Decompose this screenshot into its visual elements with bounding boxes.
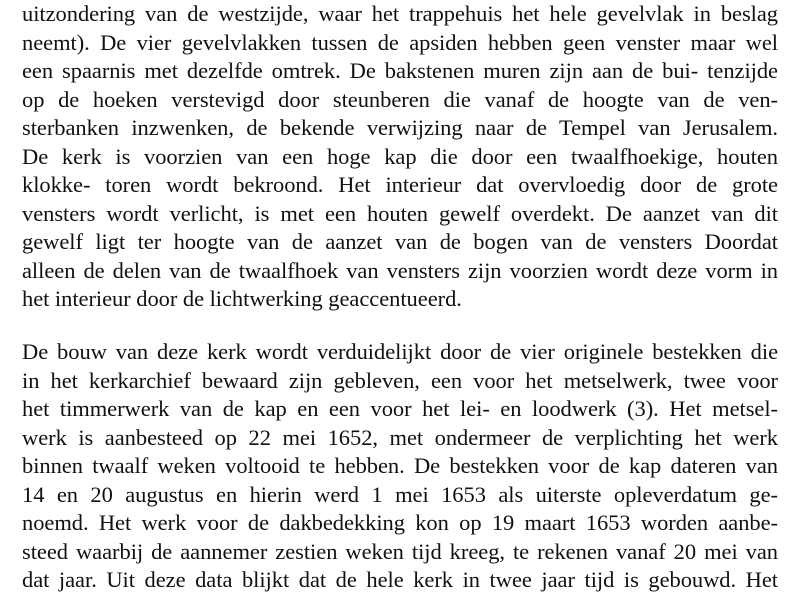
paragraph-1 [22,0,778,314]
text-line: het timmerwerk van de kap en een voor het lei- en loodwerk (3). Het metsel- [22,396,778,421]
text-line: binnen twaalf weken voltooid te hebben. De bestekken voor de kap dateren van [22,453,778,478]
text-line: vensters wordt verlicht, is met een houten gewelf overdekt. De aanzet van dit [22,200,778,226]
text-line: dat jaar. Uit deze data blijkt dat de hele kerk in twee jaar tijd is gebouwd. Het [22,567,778,592]
text-line: gewelf ligt ter hoogte van de aanzet van de bogen van de vensters Doordat [22,229,778,254]
text-line: werk is aanbesteed op 22 mei 1652, met ondermeer de verplichting het werk [22,424,778,450]
text-line: het interieur door de lichtwerking geaccentueerd. [22,286,462,311]
text-line: steed waarbij de aannemer zestien weken tijd kreeg, te rekenen vanaf 20 mei van [22,538,778,564]
text-line: De bouw van deze kerk wordt verduidelijkt door de vier originele bestekken die [22,339,778,364]
text-line: op de hoeken verstevigd door steunberen die vanaf de hoogte van de ven- [22,86,778,112]
text-line: De kerk is voorzien van een hoge kap die door een twaalfhoekige, houten [22,143,778,169]
text-line: sterbanken inzwenken, de bekende verwijzing naar de Tempel van Jerusalem. [22,115,778,140]
text-line: alleen de delen van de twaalfhoek van vensters zijn voorzien wordt deze vorm in [22,257,778,283]
text-line: neemt). De vier gevelvlakken tussen de apsiden hebben geen venster maar wel [22,29,778,55]
text-line: 14 en 20 augustus en hierin werd 1 mei 1653 als uiterste opleverdatum ge- [22,481,778,507]
text-line: noemd. Het werk voor de dakbedekking kon op 19 maart 1653 worden aanbe- [22,510,778,535]
text-line: in het kerkarchief bewaard zijn gebleven, een voor het metselwerk, twee voor [22,367,778,393]
text-line: uitzondering van de westzijde, waar het trappehuis het hele gevelvlak in beslag [22,1,778,26]
paragraph-2 [22,338,778,595]
text-line: klokke- toren wordt bekroond. Het interieur dat overvloedig door de grote [22,172,778,197]
text-line: een spaarnis met dezelfde omtrek. De bakstenen muren zijn aan de bui- tenzijde [22,58,778,83]
